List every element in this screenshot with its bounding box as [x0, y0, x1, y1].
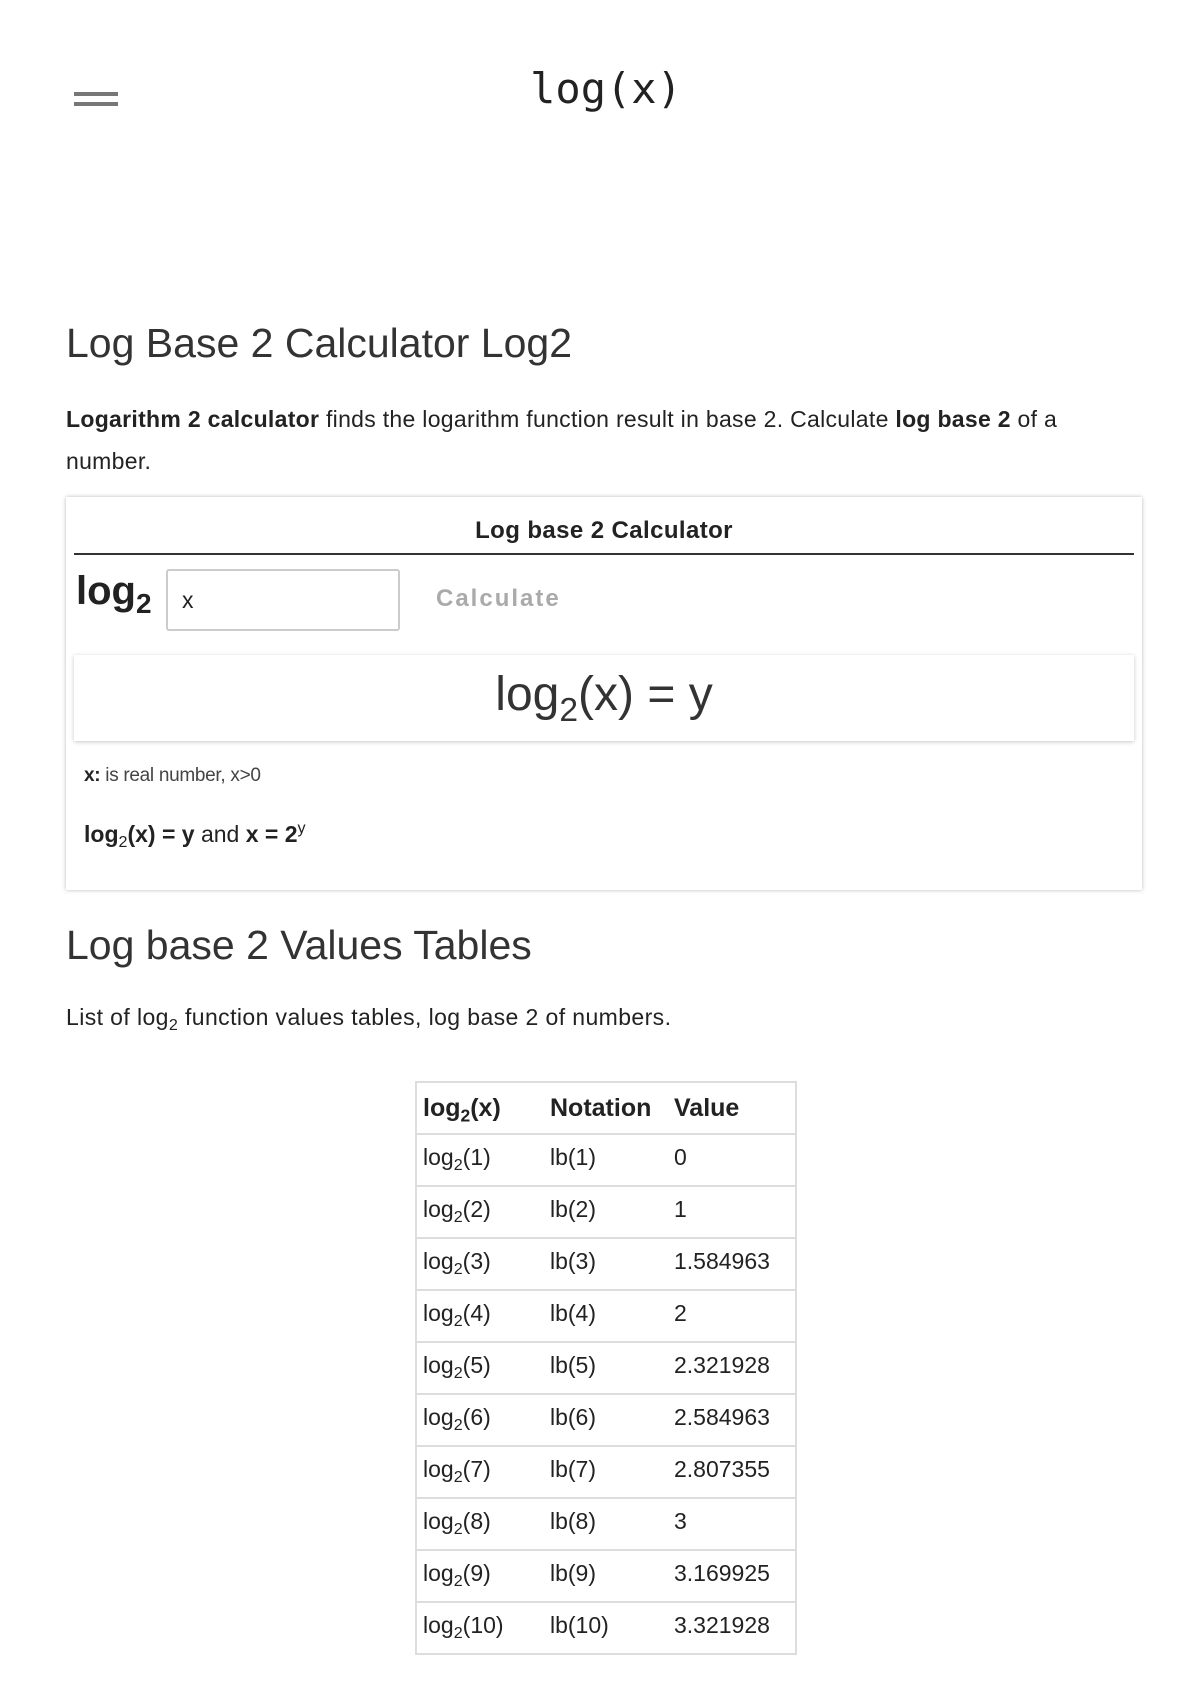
- values-section-title: Log base 2 Values Tables: [66, 922, 532, 968]
- cell-log-expression: [416, 1498, 544, 1550]
- cell-value: 3.169925: [668, 1550, 796, 1602]
- result-display: [74, 655, 1134, 741]
- cell-log-expression: [416, 1394, 544, 1446]
- cell-value: 2: [668, 1290, 796, 1342]
- cell-arg: (8): [462, 1507, 491, 1534]
- cell-arg: (2): [462, 1195, 491, 1222]
- table-header-row: [416, 1082, 796, 1134]
- cell-log: log: [423, 1507, 454, 1534]
- cell-log-expression: [416, 1602, 544, 1654]
- log2-values-table: [415, 1081, 797, 1655]
- cell-notation: lb(4): [544, 1290, 668, 1342]
- cell-log-expression: [416, 1290, 544, 1342]
- cell-log: log: [423, 1195, 454, 1222]
- formula-text: [84, 819, 306, 852]
- cell-base: 2: [453, 1623, 463, 1642]
- table-row: [416, 1394, 796, 1446]
- table-body: [416, 1134, 796, 1654]
- cell-log: log: [423, 1403, 454, 1430]
- formula-exponent: y: [297, 819, 306, 838]
- cell-log: log: [423, 1351, 454, 1378]
- formula-base: 2: [118, 833, 128, 852]
- intro-bold-term: log base 2: [895, 406, 1011, 432]
- desc-pre: List of log: [66, 1004, 169, 1030]
- intro-text-part: finds the logarithm function result in base 2. Calculate: [319, 406, 896, 432]
- cell-notation: lb(3): [544, 1238, 668, 1290]
- header-log2x: [416, 1082, 544, 1134]
- formula-part2: x = 2: [245, 821, 298, 847]
- cell-base: 2: [453, 1467, 463, 1486]
- cell-value: 3: [668, 1498, 796, 1550]
- site-title[interactable]: log(x): [530, 64, 682, 113]
- cell-log-expression: [416, 1342, 544, 1394]
- cell-base: 2: [453, 1259, 463, 1278]
- calculator-log-prefix: [76, 569, 152, 619]
- cell-base: 2: [453, 1519, 463, 1538]
- cell-log: log: [423, 1143, 454, 1170]
- input-note: [84, 765, 261, 787]
- table-row: [416, 1238, 796, 1290]
- cell-arg: (5): [462, 1351, 491, 1378]
- note-label: x:: [84, 765, 101, 786]
- cell-log-expression: [416, 1446, 544, 1498]
- cell-log-expression: [416, 1238, 544, 1290]
- cell-arg: (9): [462, 1559, 491, 1586]
- cell-base: 2: [453, 1311, 463, 1330]
- cell-notation: lb(7): [544, 1446, 668, 1498]
- calculate-button[interactable]: Calculate: [426, 575, 571, 623]
- cell-base: 2: [453, 1571, 463, 1590]
- cell-notation: lb(8): [544, 1498, 668, 1550]
- cell-log-expression: [416, 1134, 544, 1186]
- log-text: log: [76, 569, 136, 613]
- x-input[interactable]: [166, 569, 400, 631]
- header-log: log: [423, 1093, 461, 1122]
- cell-log: log: [423, 1559, 454, 1586]
- table-row: [416, 1550, 796, 1602]
- cell-notation: lb(6): [544, 1394, 668, 1446]
- cell-log: log: [423, 1611, 454, 1638]
- desc-base: 2: [168, 1016, 179, 1035]
- cell-value: 0: [668, 1134, 796, 1186]
- cell-value: 2.807355: [668, 1446, 796, 1498]
- cell-log: log: [423, 1247, 454, 1274]
- log-base: 2: [135, 587, 152, 619]
- table-row: [416, 1186, 796, 1238]
- page-title: Log Base 2 Calculator Log2: [66, 320, 573, 366]
- cell-arg: (4): [462, 1299, 491, 1326]
- table-row: [416, 1134, 796, 1186]
- table-row: [416, 1602, 796, 1654]
- cell-arg: (1): [462, 1143, 491, 1170]
- cell-notation: lb(9): [544, 1550, 668, 1602]
- calculator-header: Log base 2 Calculator: [74, 517, 1134, 555]
- cell-log-expression: [416, 1186, 544, 1238]
- cell-arg: (3): [462, 1247, 491, 1274]
- calculator-card: [66, 497, 1142, 890]
- cell-base: 2: [453, 1415, 463, 1434]
- cell-notation: lb(1): [544, 1134, 668, 1186]
- intro-bold-term: Logarithm 2 calculator: [66, 406, 320, 432]
- cell-arg: (7): [462, 1455, 491, 1482]
- intro-text-part: of a number.: [66, 406, 1058, 474]
- cell-arg: (10): [462, 1611, 504, 1638]
- desc-post: function values tables, log base 2 of numbers.: [178, 1004, 672, 1030]
- cell-notation: lb(5): [544, 1342, 668, 1394]
- cell-base: 2: [453, 1155, 463, 1174]
- formula-part1: (x) = y: [127, 821, 195, 847]
- cell-value: 1: [668, 1186, 796, 1238]
- formula-log: log: [84, 821, 119, 847]
- result-expression: (x) = y: [578, 668, 713, 721]
- cell-base: 2: [453, 1363, 463, 1382]
- cell-value: 2.321928: [668, 1342, 796, 1394]
- intro-text: [66, 398, 1146, 482]
- table-row: [416, 1290, 796, 1342]
- values-section-desc: [66, 1004, 672, 1035]
- cell-log-expression: [416, 1550, 544, 1602]
- cell-value: 2.584963: [668, 1394, 796, 1446]
- cell-value: 1.584963: [668, 1238, 796, 1290]
- table-row: [416, 1446, 796, 1498]
- header-notation: Notation: [544, 1082, 668, 1134]
- result-base: 2: [559, 691, 579, 729]
- table-row: [416, 1342, 796, 1394]
- table-row: [416, 1498, 796, 1550]
- cell-value: 3.321928: [668, 1602, 796, 1654]
- formula-and: and: [194, 821, 246, 847]
- result-log: log: [495, 668, 560, 721]
- cell-log: log: [423, 1299, 454, 1326]
- header-value: Value: [668, 1082, 796, 1134]
- cell-log: log: [423, 1455, 454, 1482]
- cell-arg: (6): [462, 1403, 491, 1430]
- cell-base: 2: [453, 1207, 463, 1226]
- header-arg: (x): [470, 1093, 501, 1122]
- header-base: 2: [460, 1105, 471, 1126]
- cell-notation: lb(2): [544, 1186, 668, 1238]
- cell-notation: lb(10): [544, 1602, 668, 1654]
- note-text: is real number, x>0: [100, 765, 261, 786]
